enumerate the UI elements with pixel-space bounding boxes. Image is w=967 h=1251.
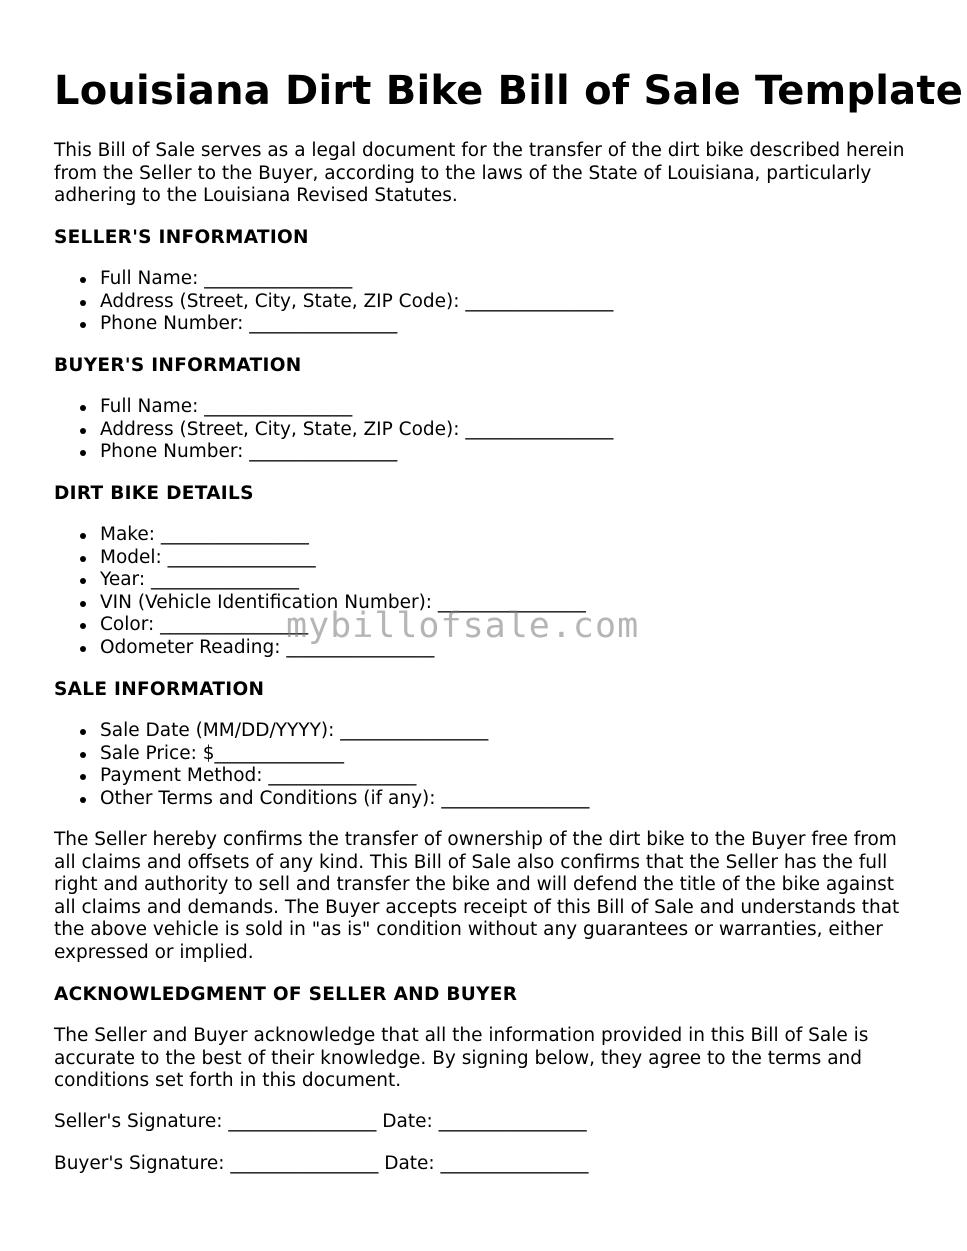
seller-signature-line: Seller's Signature: ________________ Date: ________________ — [54, 1111, 587, 1132]
bike-odometer-field: Odometer Reading: ________________ — [54, 637, 586, 660]
payment-method-field: Payment Method: ________________ — [54, 765, 589, 788]
sale-info-list — [54, 720, 589, 810]
seller-info-list — [54, 268, 613, 336]
buyer-phone-field: Phone Number: ________________ — [54, 441, 613, 464]
sale-price-field: Sale Price: $______________ — [54, 743, 589, 766]
seller-heading: SELLER'S INFORMATION — [54, 227, 309, 248]
bike-details-heading: DIRT BIKE DETAILS — [54, 483, 254, 504]
buyer-address-field: Address (Street, City, State, ZIP Code): ________________ — [54, 419, 613, 442]
seller-address-field: Address (Street, City, State, ZIP Code): ________________ — [54, 291, 613, 314]
buyer-heading: BUYER'S INFORMATION — [54, 355, 302, 376]
transfer-paragraph: The Seller hereby confirms the transfer of ownership of the dirt bike to the Buyer free from all claims and offsets of any kind. This Bill of Sale also confirms that the Seller has the full right and authority to sell and transfer the bike and will defend the title of the bike against all claims and demands. The Buyer accepts receipt of this Bill of Sale and understands that the above vehicle is sold in "as is" condition without any guarantees or warranties, either expressed or implied. — [54, 829, 900, 963]
sale-date-field: Sale Date (MM/DD/YYYY): ________________ — [54, 720, 589, 743]
acknowledgment-paragraph: The Seller and Buyer acknowledge that all the information provided in this Bill of Sale is accurate to the best of their knowledge. By signing below, they agree to the terms and conditions set forth in this document. — [54, 1025, 869, 1091]
buyer-info-list — [54, 396, 613, 464]
watermark: mybillofsale.com — [286, 606, 640, 646]
other-terms-field: Other Terms and Conditions (if any): ________________ — [54, 788, 589, 811]
buyer-signature-line: Buyer's Signature: ________________ Date: ________________ — [54, 1153, 589, 1174]
acknowledgment-heading: ACKNOWLEDGMENT OF SELLER AND BUYER — [54, 984, 518, 1005]
document-title: Louisiana Dirt Bike Bill of Sale Template — [54, 68, 964, 114]
bike-model-field: Model: ________________ — [54, 547, 586, 570]
buyer-full-name-field: Full Name: ________________ — [54, 396, 613, 419]
sale-info-heading: SALE INFORMATION — [54, 679, 265, 700]
bike-year-field: Year: ________________ — [54, 569, 586, 592]
seller-full-name-field: Full Name: ________________ — [54, 268, 613, 291]
bike-vin-field: VIN (Vehicle Identification Number): ________________ — [54, 592, 586, 615]
bike-color-field: Color: ________________ — [54, 614, 586, 637]
seller-phone-field: Phone Number: ________________ — [54, 313, 613, 336]
bike-make-field: Make: ________________ — [54, 524, 586, 547]
intro-paragraph: This Bill of Sale serves as a legal document for the transfer of the dirt bike described herein from the Seller to the Buyer, according to the laws of the State of Louisiana, particularly adhering to the Louisiana Revised Statutes. — [54, 140, 905, 206]
